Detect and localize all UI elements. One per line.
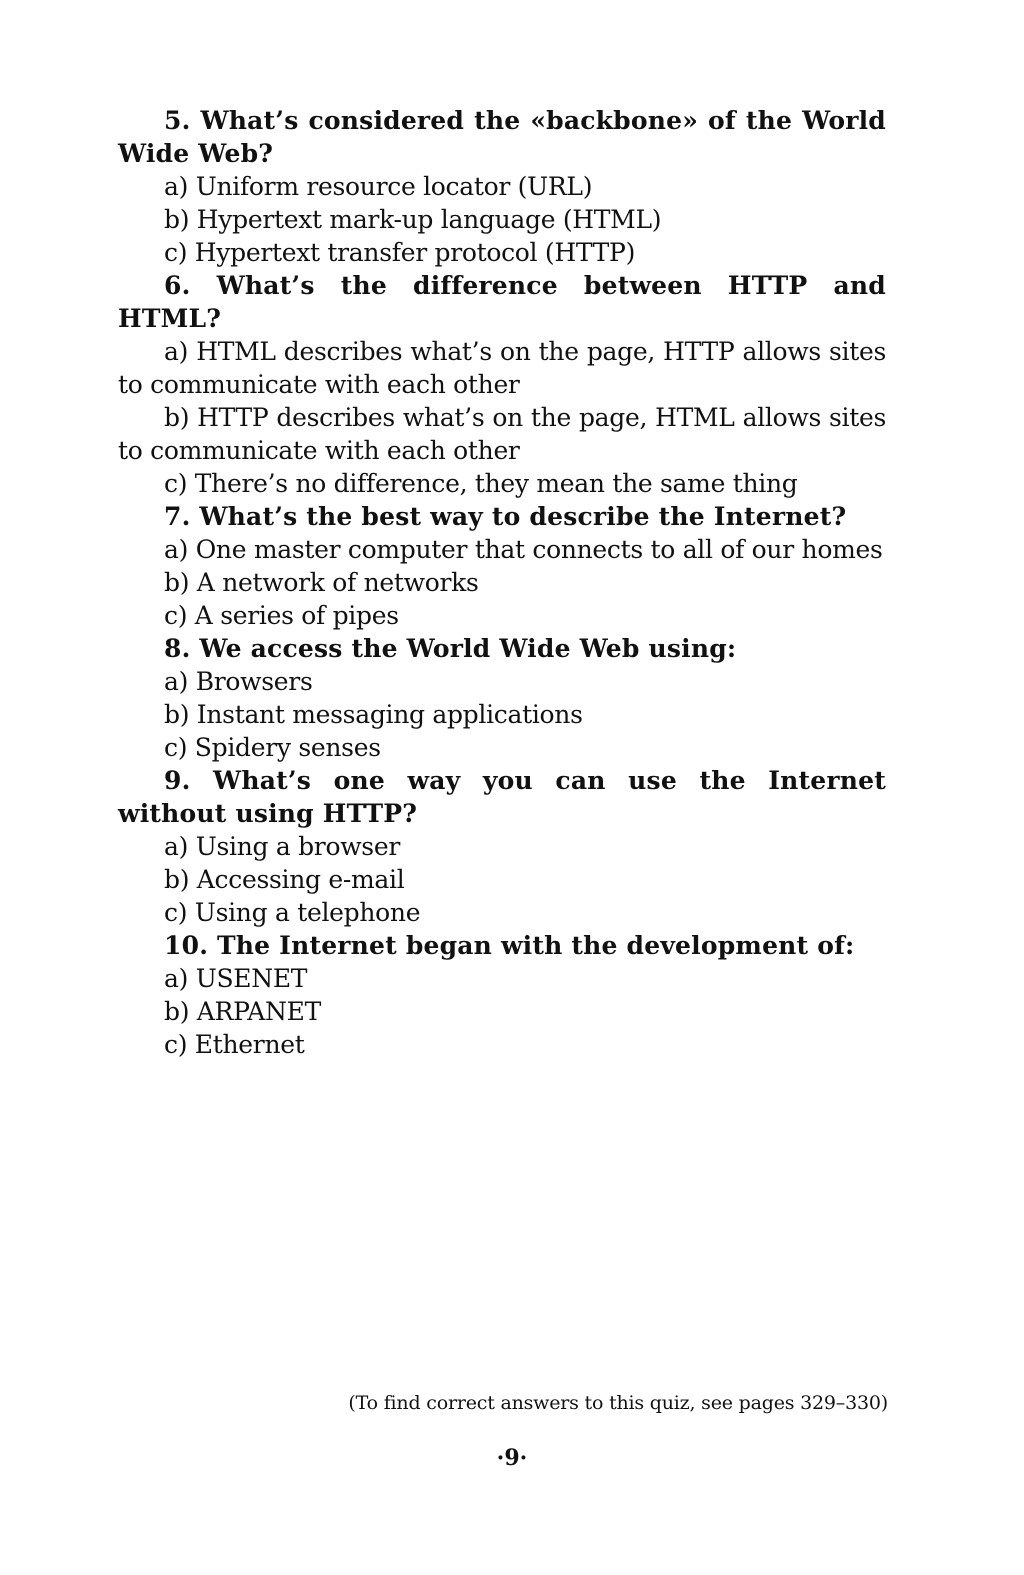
answer-option: c) Hypertext transfer protocol (HTTP): [164, 238, 636, 267]
question-5: [118, 104, 886, 269]
answer-option: b) HTTP describes what’s on the page, HTML allows sites to communicate with each other: [118, 403, 886, 465]
answer-option: c) There’s no difference, they mean the same thing: [164, 469, 798, 498]
page-number: ·9·: [496, 1445, 528, 1471]
question-text: 7. What’s the best way to describe the Internet?: [164, 502, 847, 531]
answer-option: b) Instant messaging applications: [164, 700, 583, 729]
answer-option: a) USENET: [164, 964, 308, 993]
answer-option: a) Using a browser: [164, 832, 400, 861]
answer-option: a) One master computer that connects to all of our homes: [164, 535, 883, 564]
question-7: [118, 500, 886, 632]
answers-footnote: (To find correct answers to this quiz, see pages 329–330): [348, 1392, 888, 1414]
answer-option: c) Ethernet: [164, 1030, 305, 1059]
question-text: 10. The Internet began with the development of:: [164, 931, 855, 960]
answer-option: a) Uniform resource locator (URL): [164, 172, 593, 201]
answer-option: b) ARPANET: [164, 997, 321, 1026]
quiz-body: [118, 104, 886, 1061]
answer-option: b) Hypertext mark-up language (HTML): [164, 205, 662, 234]
question-text: 9. What’s one way you can use the Internet without using HTTP?: [118, 766, 886, 828]
answer-option: b) Accessing e-mail: [164, 865, 405, 894]
question-text: 6. What’s the difference between HTTP and HTML?: [118, 271, 886, 333]
answer-option: a) Browsers: [164, 667, 313, 696]
answer-option: c) Using a telephone: [164, 898, 421, 927]
question-text: 8. We access the World Wide Web using:: [164, 634, 737, 663]
answer-option: b) A network of networks: [164, 568, 479, 597]
question-8: [118, 632, 886, 764]
answer-option: a) HTML describes what’s on the page, HTTP allows sites to communicate with each other: [118, 337, 886, 399]
question-10: [118, 929, 886, 1061]
answer-option: c) A series of pipes: [164, 601, 399, 630]
answer-option: c) Spidery senses: [164, 733, 381, 762]
question-6: [118, 269, 886, 500]
question-text: 5. What’s considered the «backbone» of the World Wide Web?: [118, 106, 886, 168]
question-9: [118, 764, 886, 929]
